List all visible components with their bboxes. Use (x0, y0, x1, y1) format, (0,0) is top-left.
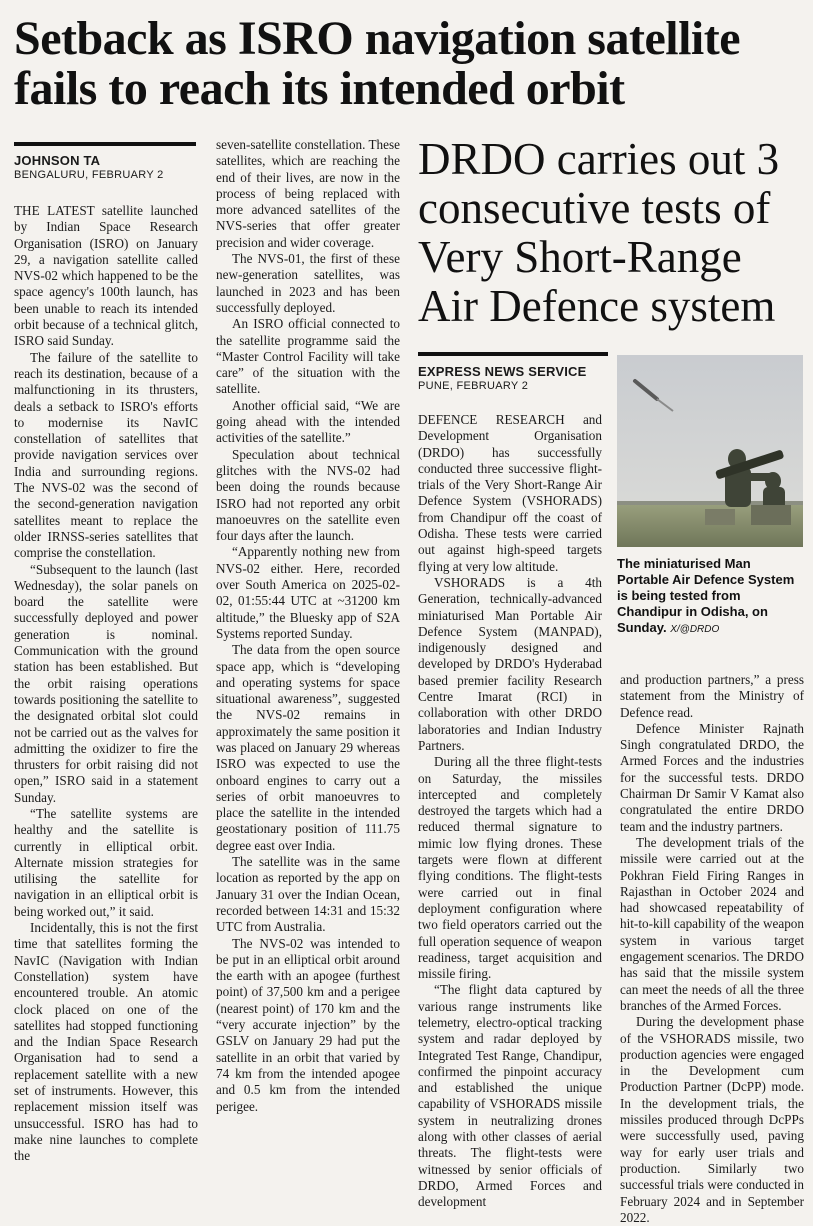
article1-paragraph: The NVS-02 was intended to be put in an elliptical orbit around the earth with an apogee (furthest point) of 37,500 km and a perigee (nearest point) of 170 km and the “very accurate injection” by the GSLV on January 29 had put the satellite in an orbit that varied by 74 km from the intended apogee and 0.5 km from the intended perigee. (216, 935, 400, 1114)
article1-paragraph: The satellite was in the same location as reported by the app on January 31 over the Indian Ocean, recorded between 14:31 and 15:32 UTC from Australia. (216, 854, 400, 935)
article1-column-1 (14, 203, 198, 1213)
article1-headline: Setback as ISRO navigation satellite fails to reach its intended orbit (14, 12, 741, 115)
article2-paragraph: DEFENCE RESEARCH and Development Organisation (DRDO) has successfully conducted three successive flight-trials of the Very Short-Range Air Defence System (VSHORADS) from Chandipur off the coast of Odisha. These tests were carried out against high-speed targets flying at very low altitude. (418, 412, 602, 574)
missile-test-photo (617, 355, 803, 547)
article2-column-2 (620, 672, 804, 1225)
article1-author: JOHNSON TA (14, 153, 101, 168)
photo-caption-text: The miniaturised Man Portable Air Defence System is being tested from Chandipur in Odisha, on Sunday. (617, 556, 795, 635)
article2-author: EXPRESS NEWS SERVICE (418, 364, 587, 379)
article1-paragraph: Incidentally, this is not the first time that satellites forming the NavIC (Navigation with Indian Constellation) system have encountered trouble. An atomic clock placed on one of the satellites had stopped functioning and the Indian Space Research Organisation had to send a replacement satellite with a new set of instruments. However, this replacement mission itself was unsuccessful. ISRO has had to make nine launches to complete the (14, 920, 198, 1164)
article2-paragraph: and production partners,” a press statement from the Ministry of Defence read. (620, 672, 804, 720)
missile-launch-illustration (617, 355, 803, 547)
article2-paragraph: Defence Minister Rajnath Singh congratulated DRDO, the Armed Forces and the industries for the successful tests. DRDO Chairman Dr Samir V Kamat also congratulated the entire DRDO team and the industry partners. (620, 720, 804, 834)
article2-paragraph: During all the three flight-tests on Saturday, the missiles intercepted and completely destroyed the targets which had a reduced thermal signature to mimic low flying drones. These targets were flown at different flying conditions. The flight-tests were carried out in final deployment configuration where two field operators carried out the full operation sequence of weapon readiness, target acquisition and missile firing. (418, 754, 602, 982)
article2-headline: DRDO carries out 3 consecutive tests of Very Short-Range Air Defence system (418, 134, 780, 331)
article1-paragraph: The data from the open source space app, which is “developing and operating systems for space situational awareness”, suggested the NVS-02 remains in approximately the same position it was placed on January 29 whereas ISRO was expected to use the onboard engines to carry out a series of orbit manoeuvres to place the satellite in the intended geostationary position of 111.75 degree east over India. (216, 642, 400, 853)
article1-paragraph: The failure of the satellite to reach its destination, because of a malfunctioning in its thrusters, deals a setback to ISRO's efforts to modernise its NavIC constellation of satellites that provide navigation services over India and surrounding regions. The NVS-02 was the second of the second-generation navigation satellites meant to replace the older IRNSS-series satellites that comprise the constellation. (14, 349, 198, 561)
article2-paragraph: The development trials of the missile were carried out at the Pokhran Field Firing Ranges in Rajasthan in October 2024 and had showcased repeatability of hit-to-kill capability of the weapon system in various target engagement scenarios. The DRDO has said that the missile system can meet the needs of all the three branches of the Armed Forces. (620, 834, 804, 1013)
article1-paragraph: “The satellite systems are healthy and the satellite is currently in elliptical orbit. Alternate mission strategies for utilising the satellite for navigation in an elliptical orbit is being worked out,” it said. (14, 805, 198, 919)
article2-paragraph: During the development phase of the VSHORADS missile, two production agencies were engaged in the Development cum Production Partner (DcPP) mode. In the development trials, the missiles produced through DcPPs were successfully used, paving way for early user trials and production. Similarly two successful trials were conducted in February 2024 and in September 2022. (620, 1014, 804, 1225)
article1-paragraph: Another official said, “We are going ahead with the intended activities of the satellite.” (216, 397, 400, 446)
article1-paragraph: An ISRO official connected to the satellite programme said the “Master Control Facility will take care” of the situation with the satellite. (216, 316, 400, 397)
photo-credit: X/@DRDO (670, 624, 720, 635)
article2-dateline: PUNE, FEBRUARY 2 (418, 380, 529, 392)
article1-paragraph: THE LATEST satellite launched by Indian Space Research Organisation (ISRO) on January 29, a navigation satellite called NVS-02 which happened to be the space agency's 100th launch, has been unable to reach its intended orbit because of a technical glitch, ISRO said Sunday. (14, 203, 198, 349)
article1-byline-rule (14, 142, 196, 146)
article2-byline (418, 364, 586, 392)
article1-column-2 (216, 137, 400, 1215)
article1-paragraph: Speculation about technical glitches with the NVS-02 had been doing the rounds because ISRO had not reported any orbit manoeuvres on the satellite even four days after the launch. (216, 446, 400, 544)
article2-column-1 (418, 412, 602, 1216)
article1-paragraph: “Subsequent to the launch (last Wednesday), the solar panels on board the satellite were successfully deployed and power generation is nominal. Communication with the ground station has been established. But the orbit raising operations towards positioning the satellite to the designated orbital slot could not be carried out as the valves for admitting the oxidizer to fire the thrusters for orbit raising did not open,” ISRO said in a statement Sunday. (14, 561, 198, 805)
photo-caption (617, 556, 803, 638)
article1-paragraph: seven-satellite constellation. These satellites, which are reaching the end of their lives, are now in the process of being replaced with more advanced satellites of the NVS-series that offer greater precision and wider coverage. (216, 137, 400, 250)
article1-dateline: BENGALURU, FEBRUARY 2 (14, 169, 164, 181)
article1-byline (14, 153, 164, 181)
article2-paragraph: VSHORADS is a 4th Generation, technically-advanced miniaturised Man Portable Air Defence System (MANPAD), indigenously designed and developed by DRDO's Hyderabad based premier facility Research Centre Imarat (RCI) in collaboration with other DRDO laboratories and Indian Industry Partners. (418, 574, 602, 753)
article2-paragraph: “The flight data captured by various range instruments like telemetry, electro-optical tracking system and radar deployed by Integrated Test Range, Chandipur, confirmed the pinpoint accuracy and established the unique capability of VSHORADS missile system in neutralizing drones along with other classes of aerial threats. The flight-tests were witnessed by senior officials of DRDO, Armed Forces and development (418, 982, 602, 1210)
article1-paragraph: The NVS-01, the first of these new-generation satellites, was launched in 2023 and has been successfully deployed. (216, 251, 400, 315)
article1-paragraph: “Apparently nothing new from NVS-02 either. Here, recorded over South America on 2025-02-02, 01:55:44 UTC at ~31200 km altitude,” the Bluesky app of S2A Systems reported Sunday. (216, 544, 400, 641)
article2-byline-rule (418, 352, 608, 356)
